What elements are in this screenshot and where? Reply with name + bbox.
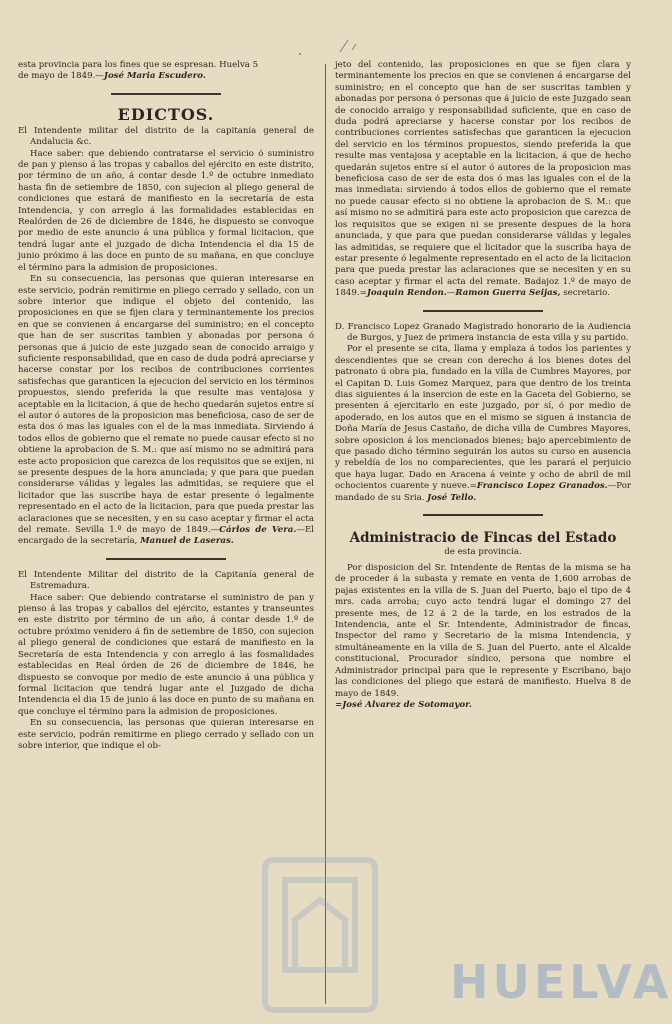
watermark-text: HUELVA [450,955,672,1009]
separator-rule [111,93,221,95]
continuation-paragraph: jeto del contenido, las proposiciones en que se fijen clara y terminantemente los precios en que se convienen á encargarse del suministro; en el concepto que han de ser suscritas tambien y abonadas por persona ó personas que á juicio de este Juzgado sean de conocido arraigo y responsabilidad suficiente, que en caso de duda podrá apreciarse y hacerse constar por los recibos de contribuciones corrientes satisfechas que garanticen la ejecucion del servicio en los términos propuestos, siendo preferida la que resulte mas ventajosa y aceptable en la licitacion, á que de hecho quedarán sujetos entre sí el autor ó autores de la proposicion mas beneficiosa caso de ser de esta dos ó mas las iguales con el de la mas inmediata: sirviendo á todos ellos de gobierno que el remate no puede causar efecto si no obtiene la aprobacion de S. M.: que así mismo no se admitirá para este acto proposicion que carezca de los requisitos que se exigen ni se presente despues de la hora anunciada, y que para que puedan considerarse válidas y legales las admitidas, se requiere que el licitador que la suscriba haya de estar presente ó legalmente representado en el acto de la licitacion para que pueda prestar las aclaraciones que se necesiten y en su caso aceptar y firmar el acta del remate. Badajoz 1.º de mayo de 1849.=Joaquin Rendon.—Ramon Guerra Seijas, secretario. [335,60,631,299]
lopez-signature-2: José Tello. [427,492,477,503]
edictos-title: EDICTOS. [117,104,215,124]
edicto2-heading: El Intendente Militar del distrito de la Capitanía general de Estremadura. [18,569,314,592]
edicto2-paragraph-2: En su consecuencia, las personas que quieran interesarse en este servicio, podrán remitirme en pliego cerrado y sellado con un sobre interior, que indique el ob- [18,718,314,751]
separator-rule [106,558,226,560]
page-edge-marks [0,0,647,58]
lopez-paragraph: Por el presente se cita, llama y emplaza á todos los parientes y descendientes que se crean con derecho á los bienes dotes del patronato ú obra pia, fundado en la villa de Cumbres Mayores, por el Capitan D. Luis Gomez Marquez, para que dentro de los treinta dias siguientes á la insercion de este en la Gaceta del Gobierno, se presenten á ejercitarlo en este juzgado, por sí, ó por medio de apoderado, en los autos que en el mismo se siguen á instancia de Doña María de Jesus Castaño, de dicha villa de Cumbres Mayores, sobre oposicion á los mencionados bienes; bajo apercebimiento de que pasado dicho término seguirán los autos su curso en ausencia y rebeldía de los no comparecientes, que les parará el perjuicio que haya lugar. Dado en Aracena á veinte y ocho de abril de mil ochocientos cuarente y nueve.=Francisco Lopez Granados.—Por mandado de su Sria. José Tello. [335,344,631,503]
admin-paragraph: Por disposicion del Sr. Intendente de Rentas de la misma se ha de proceder á la subasta y remate en venta de 1,600 arrobas de pajas existentes en la villa de S. Juan del Puerto, bajo el tipo de 4 mrs. cada arroba; cuyo acto tendrá lugar el domingo 27 del presente mes, de 12 á 2 de la tarde, en los estrados de la Intendencia, ante el Sr. Intendente, Administrador de fincas, Inspector del ramo y Secretario de la misma Intendencia, y simultáneamente en la villa de S. Juan del Puerto, ante el Alcalde constitucional, Procurador síndico, persona que nombre el Administrador principal para que le represente y Escribano, bajo las condiciones del pliego que estará de manifiesto. Huelva 8 de mayo de 1849. [335,563,631,699]
admin-signature-line [335,700,631,711]
admin-subtitle: de esta provincia. [444,547,522,558]
admin-signature: =José Alvarez de Sotomayor. [335,699,472,710]
edicto1-heading: El Intendente militar del distrito de la capitanía general de Andalucia &c. [18,125,314,148]
edicto1-signature-2: Manuel de Laseras. [140,536,234,547]
continuation-signature-2: Ramon Guerra Seijas, [455,288,561,299]
edicto2-paragraph-1: Hace saber: Que debiendo contratarse el suministro de pan y pienso á las tropas y caballos del ejército, estantes y transeuntes en este distrito por término de un año, á contar desde 1.º de octubre próximo venidero á fin de setiembre de 1850, con sujecion al pliego general de condiciones que estará de manifiesto en la Secretaría de esta Intendencia y con arreglo á las fosmalidades establecidas en Real órden de 26 de diciembre de 1846, he dispuesto se convoque por medio de este anuncio á una pública y formal licitacion que tendrá lugar ante el Juzgado de dicha Intendencia el dia 15 de junio á las doce en punto de su mañana en que concluye el término para la admision de proposiciones. [18,592,314,717]
lopez-signature-1: Francisco Lopez Granados. [476,481,608,492]
intro-line-2: de mayo de 1849.—José Maria Escudero. [18,71,206,82]
intro-signature: José Maria Escudero. [103,71,206,82]
continuation-signature-1: Joaquin Rendon. [366,288,447,299]
edicto1-paragraph-1: Hace saber: que debiendo contratarse el servicio ó suministro de pan y pienso á las tropas y caballos del ejército en este distrito, por término de un año, á contar desde 1.º de octubre inmediato hasta fin de setiembre de 1850, con sujecion al pliego general de condiciones que estará de manifiesto en la secretaría de esta Intendencia, y con arreglo á las formalidades establecidas en Realórden de 26 de diciembre de 1846, he dispuesto se convoque por medio de este anuncio á una pública y formal licitacion, que tendrá lugar ante el juzgado de dicha Intendencia el dia 15 de junio próximo á las doce en punto de su mañana, en que concluye el término para la admision de proposiciones. [18,148,314,273]
intro-line: esta provincia para los fines que se espresan. Huelva 5 [18,60,259,70]
right-column [335,60,631,711]
edicto1-signature-1: Cárlos de Vera. [219,525,297,536]
separator-rule [423,514,543,516]
separator-rule [423,310,543,312]
edicto1-paragraph-2: En su consecuencia, las personas que quieran interesarse en este servicio, podrán remitirme en pliego cerrado y sellado, con un sobre interior que indique el objeto del contenido, las proposiciones en que se fijen clara y terminantemente los precios en que se convienen á encargarse del suministro; en el concepto que han de ser suscritas tambien y abonadas por persona ó personas que á juicio de este juzgado sean de conocido arraigo y suficiente responsabilidad, que en caso de duda podrá apreciarse y hacerse constar por los recibos de contribuciones corrientes satisfechas que garanticen la ejecucion del servicio en los términos propuestos, siendo preferida la que resulte mas ventajosa y aceptable en la licitacion, á que de hecho quedarán sujetos entre sí el autor ó autores de la proposicion mas beneficiosa, caso de ser de esta dos ó mas las iguales con el de la mas inmediata. Sirviendo á todos ellos de gobierno que el remate no puede causar efecto si no obtiene la aprobacion de S. M.: que así mismo no se admitirá para este acto proposicion que carezca de los requisitos que se exijen, ni se presente despues de la hora anunciada; y que para que puedan considerarse válidas y legales las admitidas, se requiere que el licitador que las suscribe haya de estar presente ó legalmente representado en el acto de la licitacion, para que pueda prestar las aclaraciones que se necesiten, y en su caso aceptar y firmar el acta del remate. Sevilla 1.º de mayo de 1849.—Cárlos de Vera.—El encargado de la secretaría, Manuel de Laseras. [18,274,314,547]
lopez-heading: D. Francisco Lopez Granado Magistrado honorario de la Audiencia de Burgos, y Juez de primera instancia de esta villa y su partido. [335,321,631,343]
left-column [18,60,314,752]
admin-title: Administracio de Fincas del Estado [349,530,617,547]
